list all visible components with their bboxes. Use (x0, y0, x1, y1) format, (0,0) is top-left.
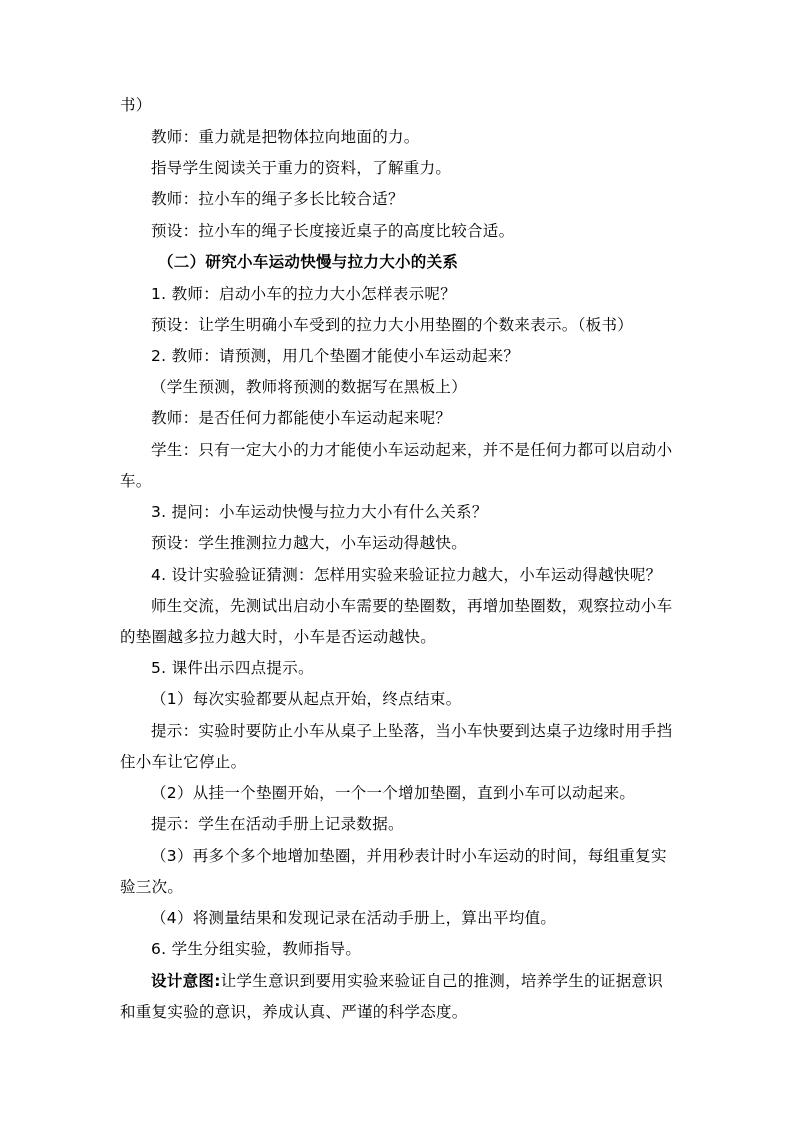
text-line: 4. 设计实验验证猜测：怎样用实验来验证拉力越大，小车运动得越快呢？ (151, 566, 662, 584)
text-line: 预设：学生推测拉力越大，小车运动得越快。 (151, 534, 468, 552)
section-heading: （二）研究小车运动快慢与拉力大小的关系 (158, 253, 459, 271)
text-line: 5. 课件出示四点提示。 (151, 659, 314, 677)
text-line: （学生预测，教师将预测的数据写在黑板上） (151, 378, 468, 396)
text-line: 车。 (120, 472, 152, 490)
text-line: 预设：让学生明确小车受到的拉力大小用垫圈的个数来表示。（板书） (151, 316, 634, 334)
text-line: （1）每次实验都要从起点开始，终点结束。 (151, 690, 462, 708)
text-line: 1. 教师：启动小车的拉力大小怎样表示呢？ (151, 285, 457, 303)
text-line: 教师：是否任何力都能使小车运动起来呢？ (151, 409, 452, 427)
text-line: 教师：拉小车的绳子多长比较合适？ (151, 190, 404, 208)
text-line: 提示：实验时要防止小车从桌子上坠落，当小车快要到达桌子边缘时用手挡 (151, 722, 673, 740)
text-line: 学生：只有一定大小的力才能使小车运动起来，并不是任何力都可以启动小 (151, 441, 673, 459)
text-line: （4）将测量结果和发现记录在活动手册上，算出平均值。 (151, 909, 557, 927)
text-line: 的垫圈越多拉力越大时，小车是否运动越快。 (120, 628, 437, 646)
text-line: 提示：学生在活动手册上记录数据。 (151, 815, 404, 833)
text-line: 验三次。 (120, 878, 184, 896)
text-line: 师生交流，先测试出启动小车需要的垫圈数，再增加垫圈数，观察拉动小车 (151, 597, 673, 615)
design-intent-text: 让学生意识到要用实验来验证自己的推测，培养学生的证据意识 (220, 972, 664, 990)
text-line: 书） (120, 96, 152, 114)
text-line: 和重复实验的意识，养成认真、严谨的科学态度。 (120, 1003, 468, 1021)
text-line: 2. 教师：请预测，用几个垫圈才能使小车运动起来？ (151, 347, 520, 365)
text-line: （2）从挂一个垫圈开始，一个一个增加垫圈，直到小车可以动起来。 (151, 784, 636, 802)
text-line: 预设：拉小车的绳子长度接近桌子的高度比较合适。 (151, 222, 515, 240)
design-intent-paragraph (151, 971, 663, 991)
text-line: 教师：重力就是把物体拉向地面的力。 (151, 128, 420, 146)
text-line: 6. 学生分组实验，教师指导。 (151, 940, 362, 958)
text-line: 指导学生阅读关于重力的资料，了解重力。 (151, 159, 452, 177)
text-line: 3. 提问：小车运动快慢与拉力大小有什么关系？ (151, 503, 488, 521)
text-line: （3）再多个多个地增加垫圈，并用秒表计时小车运动的时间，每组重复实 (151, 847, 667, 865)
design-intent-label: 设计意图: (151, 972, 221, 990)
text-line: 住小车让它停止。 (120, 753, 247, 771)
